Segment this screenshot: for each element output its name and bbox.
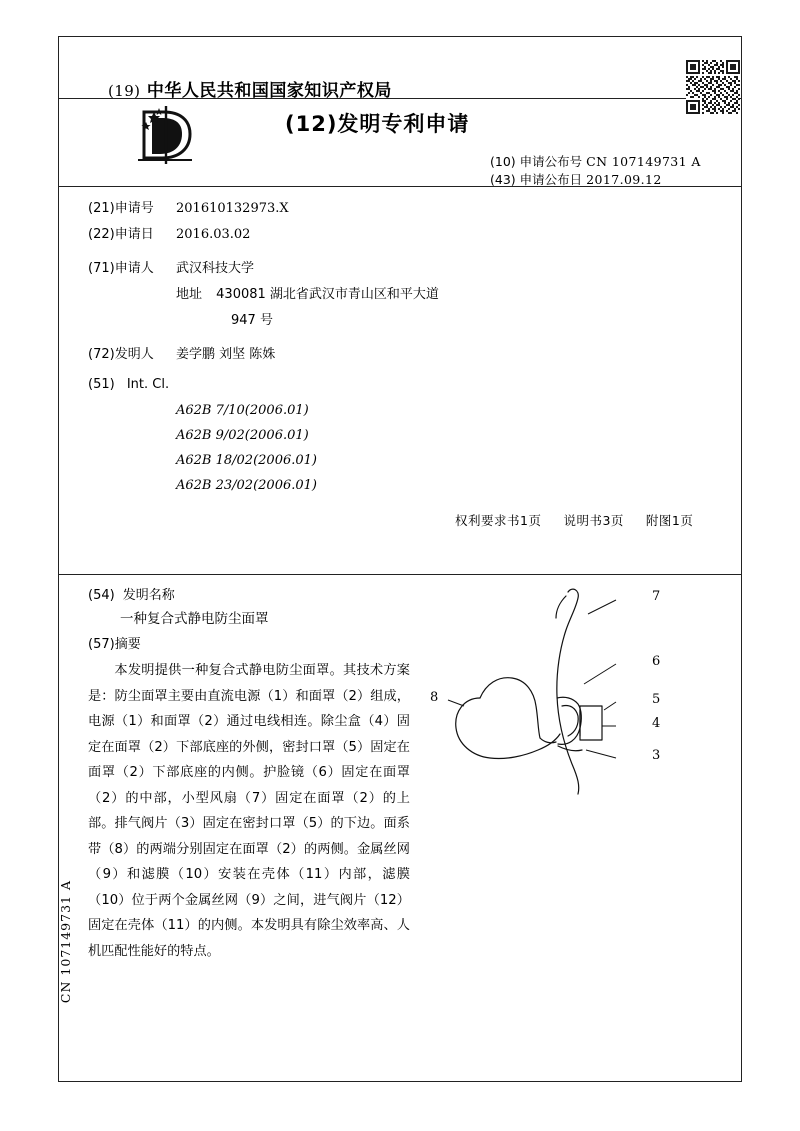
abstract-label: 摘要 — [114, 637, 141, 652]
qr-code — [686, 60, 740, 114]
document-type-code: (12) — [285, 112, 338, 136]
publication-number-code: (10) — [490, 154, 516, 169]
application-date-label: 申请日 — [114, 227, 154, 242]
qr-code-image — [686, 60, 740, 114]
application-number-label: 申请号 — [114, 201, 154, 216]
claims-page-count: 权利要求书1页 — [455, 513, 542, 528]
office-line — [108, 52, 392, 101]
applicant-label: 申请人 — [114, 261, 154, 276]
figure-callout-3: 3 — [652, 748, 661, 763]
abstract-code: (57) — [88, 637, 115, 652]
application-number-value: 201610132973.X — [176, 201, 289, 216]
abstract-paragraph: 本发明提供一种复合式静电防尘面罩。其技术方案是：防尘面罩主要由直流电源（1）和面罩（2）组成，电源（1）和面罩（2）通过电线相连。除尘盒（4）固定在面罩（2）下部底座的外侧，密封口罩（5）固定在面罩（2）下部底座的内侧。护脸镜（6）固定在面罩（2）的中部，小型风扇（7）固定在面罩（2）的上部。排气阀片（3）固定在密封口罩（5）的下边。面系带（8）的两端分别固定在面罩（2）的两侧。金属丝网（9）和滤膜（10）安装在壳体（11）内部，滤膜（10）位于两个金属丝网（9）之间，进气阀片（12）固定在壳体（11）的内侧。本发明具有除尘效率高、人机匹配性能好的特点。 — [88, 663, 410, 959]
publication-date-value: 2017.09.12 — [586, 172, 662, 187]
address-line-2: 947 号 — [231, 313, 273, 328]
office-name: 中华人民共和国国家知识产权局 — [146, 81, 392, 101]
invention-title-header — [88, 584, 175, 603]
abstract-body — [88, 658, 410, 964]
ipc-item: A62B 9/02(2006.01) — [176, 428, 309, 443]
side-publication-number: CN 107149731 A — [58, 880, 73, 1004]
invention-title-label: 发明名称 — [122, 588, 175, 603]
figure-callout-4: 4 — [652, 716, 661, 731]
ipc-code: (51) — [88, 377, 115, 392]
publication-date-label: 申请公布日 — [519, 172, 583, 187]
invention-title-value: 一种复合式静电防尘面罩 — [120, 611, 269, 627]
ipc-item: A62B 18/02(2006.01) — [176, 453, 317, 468]
inventors-row — [88, 342, 688, 368]
drawings-page-count: 附图1页 — [645, 513, 694, 528]
office-code: (19) — [108, 82, 141, 100]
inventors-value: 姜学鹏 刘坚 陈姝 — [176, 347, 276, 362]
figure-image — [420, 580, 700, 840]
cnipa-logo — [130, 104, 206, 166]
publication-number-label: 申请公布号 — [519, 154, 583, 169]
applicant-row — [88, 256, 688, 282]
publication-number-line — [490, 152, 701, 170]
cnipa-logo-image — [130, 104, 206, 166]
applicant-value: 武汉科技大学 — [176, 261, 255, 276]
figure-callout-7: 7 — [652, 589, 661, 604]
address-line-1: 430081 湖北省武汉市青山区和平大道 — [216, 287, 439, 302]
figure-callout-5: 5 — [652, 692, 661, 707]
publication-number-value: CN 107149731 A — [586, 154, 701, 169]
figure-callout-8: 8 — [430, 690, 439, 705]
ipc-row — [88, 372, 688, 398]
publication-date-code: (43) — [490, 172, 516, 187]
inventors-code: (72) — [88, 347, 115, 362]
divider-bottom — [59, 574, 741, 575]
abstract-header — [88, 633, 141, 652]
address-row-2 — [88, 308, 688, 334]
figure-drawing — [420, 580, 700, 840]
address-label: 地址 — [176, 287, 203, 302]
description-page-count: 说明书3页 — [563, 513, 624, 528]
ipc-label: Int. Cl. — [126, 377, 170, 392]
application-date-value: 2016.03.02 — [176, 227, 251, 242]
ipc-item: A62B 7/10(2006.01) — [176, 403, 309, 418]
application-number-row — [88, 196, 688, 222]
application-number-code: (21) — [88, 201, 115, 216]
inventors-label: 发明人 — [114, 347, 154, 362]
address-row — [88, 282, 688, 308]
publication-date-line — [490, 170, 662, 188]
applicant-code: (71) — [88, 261, 115, 276]
document-type — [285, 108, 469, 138]
application-date-row — [88, 222, 688, 248]
ipc-item: A62B 23/02(2006.01) — [176, 478, 317, 493]
bibliographic-data — [88, 196, 688, 498]
application-date-code: (22) — [88, 227, 115, 242]
figure-callout-6: 6 — [652, 654, 661, 669]
invention-title-code: (54) — [88, 588, 115, 603]
document-type-label: 发明专利申请 — [337, 112, 470, 136]
page-counts — [455, 511, 715, 529]
